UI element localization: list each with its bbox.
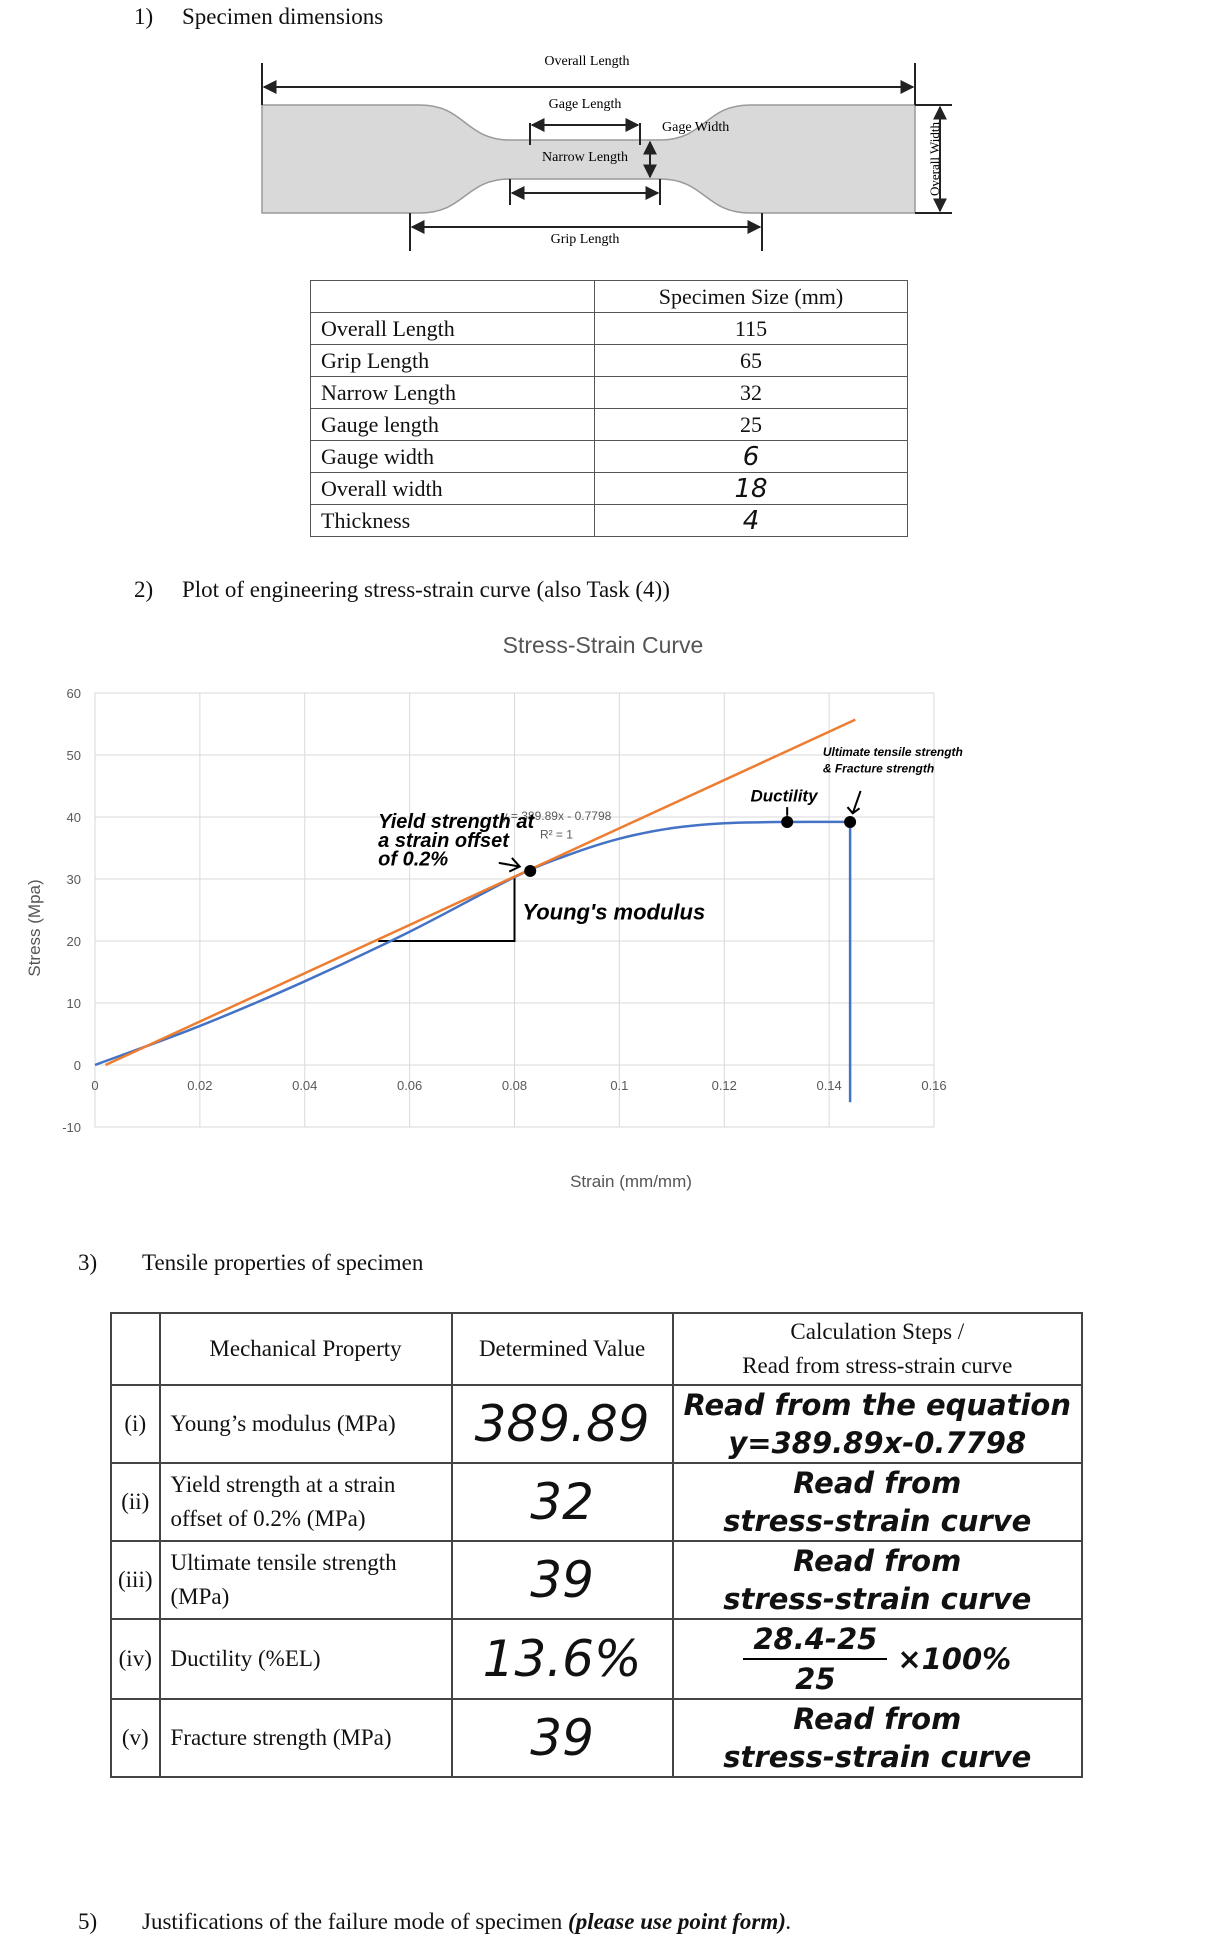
dimension-label: Gauge width [311, 441, 595, 473]
calculation-steps-header-line2: Read from stress-strain curve [742, 1353, 1013, 1378]
dimension-value: 65 [595, 345, 908, 377]
row-index: (v) [111, 1699, 160, 1777]
dimension-value: 6 [595, 441, 908, 473]
yield-annotation-line1: Yield strength at [378, 811, 535, 834]
dimension-label: Thickness [311, 505, 595, 537]
section2-number: 2) [134, 577, 154, 602]
calculation-step-line: stress-strain curve [723, 1740, 1032, 1774]
x-tick-label: 0.1 [610, 1078, 629, 1093]
row-index: (iv) [111, 1619, 160, 1699]
section5-title: Justifications of the failure mode of specimen [142, 1909, 569, 1934]
yield-annotation-line2: a strain offset [378, 829, 509, 852]
tensile-properties-table [110, 1312, 1083, 1778]
dimension-value: 25 [595, 409, 908, 441]
property-name: Ultimate tensile strength (MPa) [160, 1541, 452, 1619]
determined-value-cell [452, 1619, 673, 1699]
trendline-equation: y = 389.89x - 0.7798 [501, 809, 612, 824]
empty-header-cell [311, 281, 595, 313]
y-tick-label: 0 [73, 1058, 81, 1073]
table-row [311, 505, 908, 537]
specimen-diagram [250, 45, 970, 260]
dimension-label: Overall Length [311, 313, 595, 345]
table-header-row [311, 281, 908, 313]
section5-title-emphasis: (please use point form) [568, 1909, 786, 1934]
calculation-steps-cell [673, 1619, 1082, 1699]
calculation-steps-cell [673, 1463, 1082, 1541]
gage-width-label: Gage Width [662, 120, 730, 135]
dimension-value: 4 [595, 505, 908, 537]
property-name: Fracture strength (MPa) [160, 1699, 452, 1777]
y-tick-label: -10 [62, 1120, 81, 1135]
uts-annotation-line1: Ultimate tensile strength [822, 745, 963, 760]
x-tick-label: 0.12 [711, 1078, 737, 1093]
y-tick-label: 10 [66, 996, 81, 1011]
x-tick-label: 0.08 [501, 1078, 528, 1093]
table-row [311, 345, 908, 377]
stress-strain-line [95, 822, 850, 1102]
yield-point [524, 865, 536, 877]
section2-title: Plot of engineering stress-strain curve (also Task (4)) [182, 577, 670, 602]
table-row [311, 473, 908, 505]
yield-annotation-line3: of 0.2% [378, 848, 449, 871]
y-tick-label: 50 [66, 748, 81, 763]
specimen-size-header: Specimen Size (mm) [595, 281, 908, 313]
table-row [311, 409, 908, 441]
calculation-step-line: Read from [793, 1702, 962, 1736]
section5-number: 5) [78, 1909, 98, 1934]
linear-fit-line [105, 720, 855, 1065]
chart-annotations [378, 745, 963, 924]
y-tick-label: 60 [66, 686, 81, 701]
uts-arrow [847, 791, 860, 813]
determined-value-cell [452, 1541, 673, 1619]
calculation-step-line: Read from [793, 1544, 962, 1578]
property-name: Yield strength at a strain offset of 0.2% (MPa) [160, 1463, 452, 1541]
row-index: (iii) [111, 1541, 160, 1619]
table-row [111, 1541, 1082, 1619]
determined-value-cell [452, 1463, 673, 1541]
ductility-fraction [743, 1620, 1011, 1698]
determined-value-cell [452, 1385, 673, 1463]
ductility-annotation: Ductility [750, 786, 818, 806]
row-index: (ii) [111, 1463, 160, 1541]
fraction-multiplier: ×100% [897, 1642, 1012, 1676]
y-tick-label: 20 [66, 934, 81, 949]
empty-header-cell [111, 1313, 160, 1385]
determined-value: 32 [530, 1473, 594, 1531]
x-tick-label: 0.04 [292, 1078, 318, 1093]
trendline-r-squared: R² = 1 [539, 827, 573, 842]
determined-value-header: Determined Value [452, 1313, 673, 1385]
youngs-modulus-annotation: Young's modulus [522, 899, 706, 925]
table-row [111, 1385, 1082, 1463]
calculation-steps-cell [673, 1541, 1082, 1619]
calculation-step-line: stress-strain curve [723, 1582, 1032, 1616]
calculation-steps-header-line1: Calculation Steps / [790, 1319, 965, 1344]
gage-length-label: Gage Length [548, 97, 622, 112]
section1-title: Specimen dimensions [182, 4, 384, 29]
dimension-value: 32 [595, 377, 908, 409]
specimen-size-table [310, 280, 908, 537]
narrow-length-label: Narrow Length [542, 150, 628, 165]
calculation-step-line: Read from [793, 1466, 962, 1500]
y-tick-label: 40 [66, 810, 81, 825]
y-tick-label: 30 [66, 872, 81, 887]
property-name: Ductility (%EL) [160, 1619, 452, 1699]
section3-number: 3) [78, 1250, 98, 1275]
table-row [111, 1619, 1082, 1699]
calculation-step-line: Read from the equation [683, 1388, 1071, 1422]
section3-heading [78, 1250, 423, 1276]
section5-heading [78, 1909, 792, 1935]
determined-value-cell [452, 1699, 673, 1777]
x-tick-label: 0.02 [187, 1078, 213, 1093]
overall-width-label: Overall Width [927, 122, 942, 196]
yield-arrow [499, 858, 520, 872]
dimension-label: Narrow Length [311, 377, 595, 409]
dimension-label: Overall width [311, 473, 595, 505]
table-row [111, 1463, 1082, 1541]
dimension-label: Grip Length [311, 345, 595, 377]
property-name: Young’s modulus (MPa) [160, 1385, 452, 1463]
calculation-step-line: y=389.89x-0.7798 [728, 1426, 1027, 1460]
x-tick-label: 0.16 [921, 1078, 947, 1093]
overall-length-label: Overall Length [544, 54, 630, 69]
chart-title: Stress-Strain Curve [502, 632, 704, 658]
section2-heading [134, 577, 670, 603]
calculation-steps-header [673, 1313, 1082, 1385]
table-row [311, 313, 908, 345]
determined-value: 13.6% [482, 1630, 642, 1688]
section3-title: Tensile properties of specimen [142, 1250, 424, 1275]
y-axis-label: Stress (Mpa) [25, 879, 44, 977]
dimension-value: 115 [595, 313, 908, 345]
fracture-annotation-line2: & Fracture strength [822, 761, 935, 776]
determined-value: 39 [530, 1551, 594, 1609]
table-row [111, 1699, 1082, 1777]
fraction-denominator: 25 [795, 1662, 836, 1696]
fraction-numerator: 28.4-25 [743, 1620, 887, 1660]
dimension-label: Gauge length [311, 409, 595, 441]
x-tick-label: 0.14 [816, 1078, 842, 1093]
grip-length-label: Grip Length [550, 232, 620, 247]
calculation-steps-cell [673, 1385, 1082, 1463]
chart-series [95, 720, 856, 1103]
section1-heading [134, 4, 383, 30]
row-index: (i) [111, 1385, 160, 1463]
x-axis-label: Strain (mm/mm) [570, 1172, 692, 1191]
uts-point [844, 816, 856, 828]
section1-number: 1) [134, 4, 154, 29]
prop-header-row [111, 1313, 1082, 1385]
chart-ticks [62, 686, 946, 1135]
table-row [311, 377, 908, 409]
determined-value: 39 [530, 1709, 594, 1767]
table-row [311, 441, 908, 473]
x-tick-label: 0 [91, 1078, 99, 1093]
mechanical-property-header: Mechanical Property [160, 1313, 452, 1385]
section5-title-end: . [785, 1909, 792, 1934]
calculation-step-line: stress-strain curve [723, 1504, 1032, 1538]
determined-value: 389.89 [474, 1395, 650, 1453]
calculation-steps-cell [673, 1699, 1082, 1777]
ductility-point [781, 816, 793, 828]
dimension-value: 18 [595, 473, 908, 505]
stress-strain-chart [20, 628, 1195, 1198]
x-tick-label: 0.06 [396, 1078, 423, 1093]
